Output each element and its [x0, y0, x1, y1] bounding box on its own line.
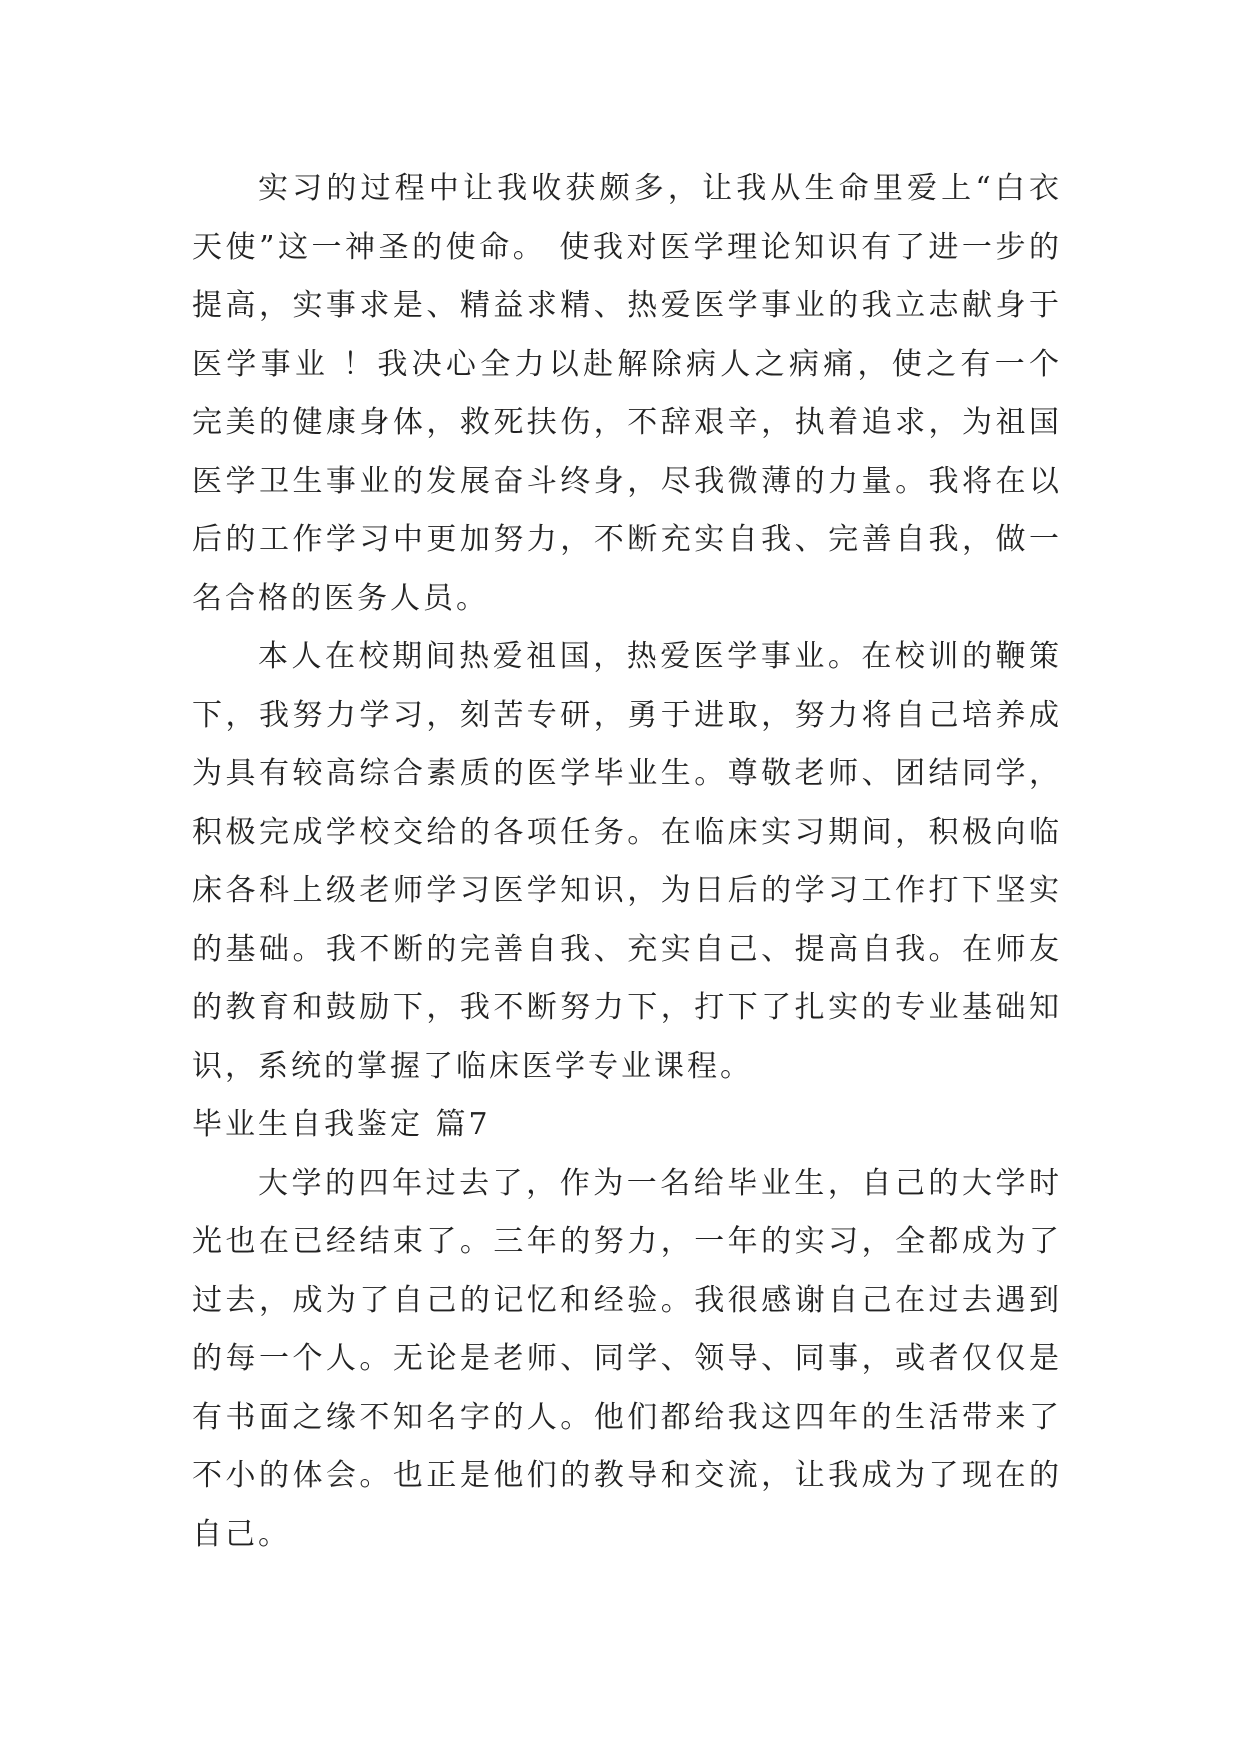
- paragraph-school-period: 本人在校期间热爱祖国，热爱医学事业。在校训的鞭策下，我努力学习，刻苦专研，勇于进取，努力将自己培养成为具有较高综合素质的医学毕业生。尊敬老师、团结同学，积极完成学校交给的各项任务。在临床实习期间，积极向临床各科上级老师学习医学知识，为日后的学习工作打下坚实的基础。我不断的完善自我、充实自己、提高自我。在师友的教育和鼓励下，我不断努力下，打下了扎实的专业基础知识，系统的掌握了临床医学专业课程。: [192, 639, 1062, 1084]
- paragraph-university-years: 大学的四年过去了，作为一名给毕业生，自己的大学时光也在已经结束了。三年的努力，一年的实习，全都成为了过去，成为了自己的记忆和经验。我很感谢自己在过去遇到的每一个人。无论是老师、同学、领导、同事，或者仅仅是有书面之缘不知名字的人。他们都给我这四年的生活带来了不小的体会。也正是他们的教导和交流，让我成为了现在的自己。: [192, 1165, 1062, 1552]
- section-heading: 毕业生自我鉴定 篇7: [192, 1107, 491, 1142]
- paragraph-internship-reflection: 实习的过程中让我收获颇多，让我从生命里爱上“白衣天使”这一神圣的使命。 使我对医学理论知识有了进一步的提高，实事求是、精益求精、热爱医学事业的我立志献身于医学事业 ！我决心全力以赴解除病人之病痛，使之有一个完美的健康身体，救死扶伤，不辞艰辛，执着追求，为祖国医学卫生事业的发展奋斗终身，尽我微薄的力量。我将在以后的工作学习中更加努力，不断充实自我、完善自我，做一名合格的医务人员。: [192, 171, 1062, 616]
- document-body: [192, 160, 1062, 1564]
